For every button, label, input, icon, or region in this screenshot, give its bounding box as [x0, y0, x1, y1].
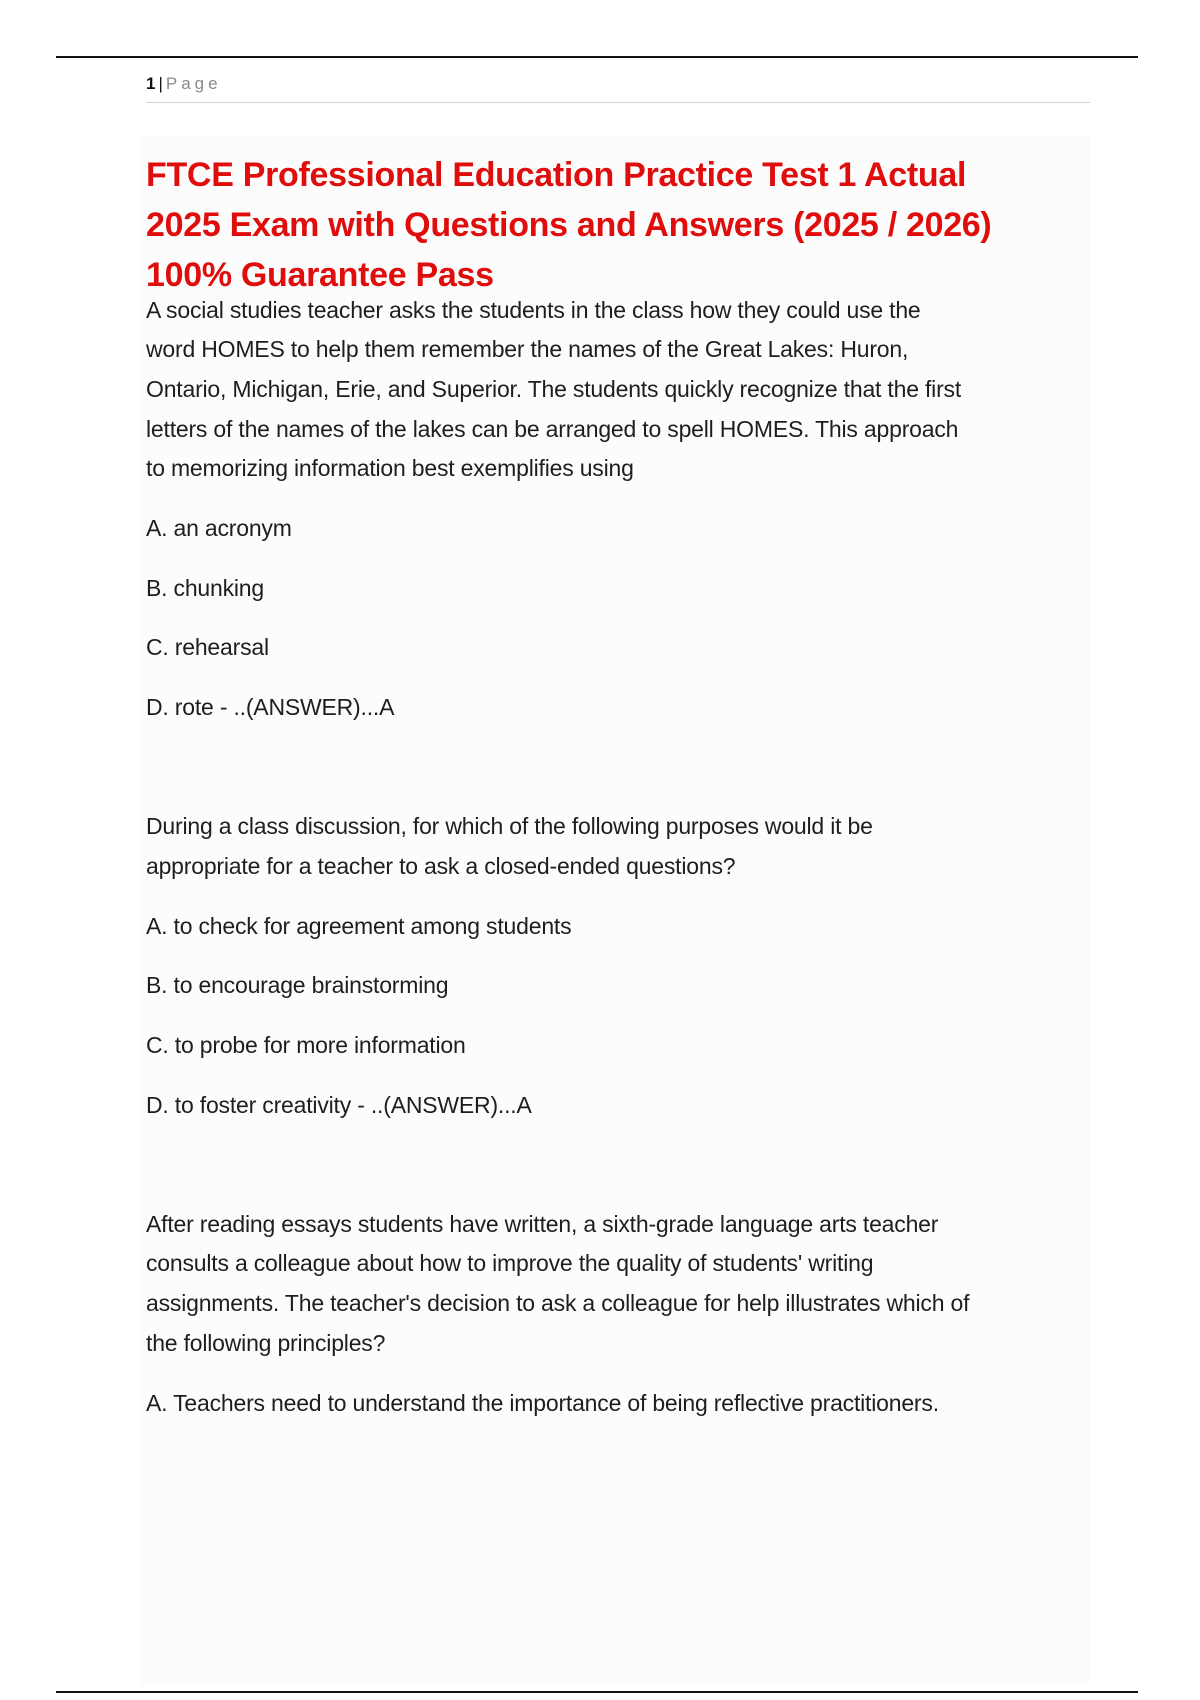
- question-1-stem: letters of the names of the lakes can be arranged to spell HOMES. This approach: [146, 416, 959, 442]
- question-1-option-b: B. chunking: [146, 575, 264, 601]
- question-1-stem: word HOMES to help them remember the names of the Great Lakes: Huron,: [146, 336, 909, 362]
- title-line: 100% Guarantee Pass: [146, 256, 494, 294]
- question-3-option-a: A. Teachers need to understand the importance of being reflective practitioners.: [146, 1390, 939, 1416]
- question-3-stem: the following principles?: [146, 1330, 386, 1356]
- question-1-option-c: C. rehearsal: [146, 634, 269, 660]
- page-background: [140, 135, 1090, 1685]
- document-title: [146, 150, 991, 300]
- question-3-stem: assignments. The teacher's decision to ask a colleague for help illustrates which of: [146, 1290, 970, 1316]
- question-1-stem: to memorizing information best exemplifies using: [146, 455, 634, 481]
- question-3-stem: After reading essays students have written, a sixth-grade language arts teacher: [146, 1211, 939, 1237]
- bottom-border: [56, 1691, 1138, 1693]
- page-label: Page: [165, 74, 222, 93]
- question-2-stem: During a class discussion, for which of the following purposes would it be: [146, 813, 873, 839]
- question-1-stem: Ontario, Michigan, Erie, and Superior. The students quickly recognize that the first: [146, 376, 962, 402]
- header-rule: [146, 102, 1090, 103]
- question-2-option-a: A. to check for agreement among students: [146, 913, 572, 939]
- page-header: [146, 74, 222, 94]
- page-number: 1: [146, 74, 156, 93]
- top-border: [56, 56, 1138, 58]
- question-1-option-d: D. rote - ..(ANSWER)...A: [146, 694, 395, 720]
- title-line: FTCE Professional Education Practice Test 1 Actual: [146, 156, 967, 194]
- question-2-option-b: B. to encourage brainstorming: [146, 972, 449, 998]
- question-2-option-d: D. to foster creativity - ..(ANSWER)...A: [146, 1092, 532, 1118]
- question-2-stem: appropriate for a teacher to ask a closed-ended questions?: [146, 853, 736, 879]
- question-1-stem: A social studies teacher asks the students in the class how they could use the: [146, 297, 921, 323]
- title-line: 2025 Exam with Questions and Answers (2025 / 2026): [146, 206, 992, 244]
- question-3-stem: consults a colleague about how to improve the quality of students' writing: [146, 1250, 874, 1276]
- question-1-option-a: A. an acronym: [146, 515, 292, 541]
- page-separator: |: [158, 74, 163, 93]
- question-2-option-c: C. to probe for more information: [146, 1032, 466, 1058]
